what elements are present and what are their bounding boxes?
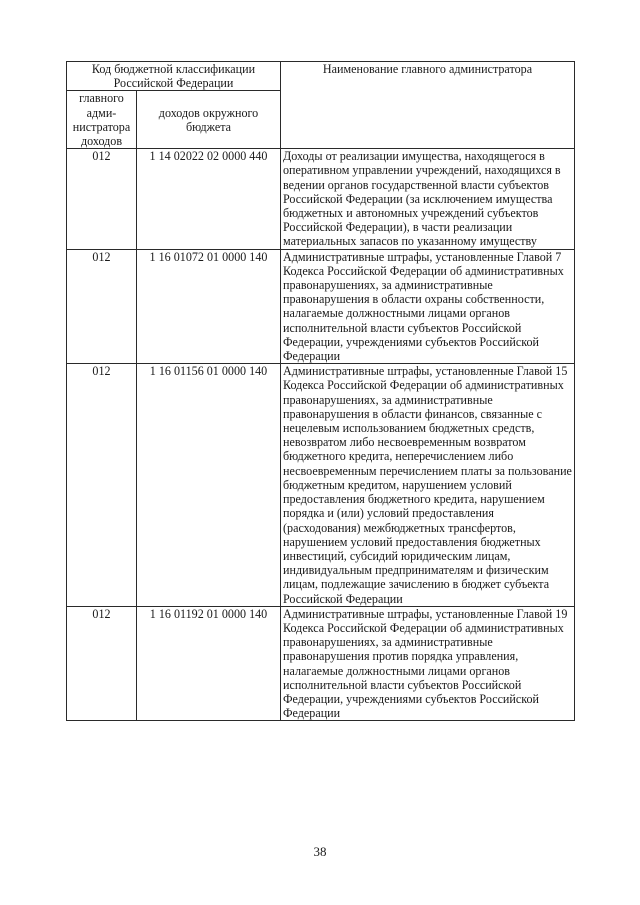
budget-code-cell: 1 16 01192 01 0000 140 <box>137 606 281 721</box>
page-number: 38 <box>313 844 327 859</box>
header-budget-classification-code: Код бюджетной классификации Российской Федерации <box>67 62 281 91</box>
table-row <box>67 606 575 721</box>
administrator-name-cell: Доходы от реализации имущества, находящегося в оперативном управлении учреждений, находящихся в ведении органов государственной власти субъектов Российской Федерации (за исключением имущества бюджетных и автономных учреждений субъектов Российской Федерации), в части реализации материальных запасов по указанному имуществу <box>281 149 575 249</box>
admin-code-cell: 012 <box>67 149 137 249</box>
budget-code-cell: 1 16 01156 01 0000 140 <box>137 364 281 606</box>
budget-code-cell: 1 14 02022 02 0000 440 <box>137 149 281 249</box>
table-row <box>67 149 575 249</box>
table-header-row <box>67 62 575 91</box>
administrator-name-cell: Административные штрафы, установленные Главой 19 Кодекса Российской Федерации об административных правонарушениях, за административные правонарушения против порядка управления, налагаемые должностными лицами органов исполнительной власти субъектов Российской Федерации, учреждениями субъектов Российской Федерации <box>281 606 575 721</box>
administrator-name-cell: Административные штрафы, установленные Главой 15 Кодекса Российской Федерации об административных правонарушениях, за административные правонарушения в области финансов, связанные с нецелевым использованием бюджетных средств, невозвратом либо несвоевременным возвратом бюджетного кредита, неперечислением либо несвоевременным перечислением платы за пользование бюджетным кредитом, нарушением условий предоставления бюджетного кредита, нарушением порядка и (или) условий предоставления (расходования) межбюджетных трансфертов, нарушением условий предоставления бюджетных инвестиций, субсидий юридическим лицам, индивидуальным предпринимателям и физическим лицам, подлежащие зачислению в бюджет субъекта Российской Федерации <box>281 364 575 606</box>
header-chief-administrator: главного адми-нистратора доходов <box>67 91 137 149</box>
header-administrator-name: Наименование главного администратора <box>281 62 575 149</box>
budget-classification-table <box>66 61 575 721</box>
table-row <box>67 249 575 364</box>
admin-code-cell: 012 <box>67 249 137 364</box>
admin-code-cell: 012 <box>67 606 137 721</box>
admin-code-cell: 012 <box>67 364 137 606</box>
table-row <box>67 364 575 606</box>
budget-code-cell: 1 16 01072 01 0000 140 <box>137 249 281 364</box>
header-district-budget-income: доходов окружного бюджета <box>137 91 281 149</box>
administrator-name-cell: Административные штрафы, установленные Главой 7 Кодекса Российской Федерации об административных правонарушениях, за административные правонарушения в области охраны собственности, налагаемые должностными лицами органов исполнительной власти субъектов Российской Федерации, учреждениями субъектов Российской Федерации <box>281 249 575 364</box>
